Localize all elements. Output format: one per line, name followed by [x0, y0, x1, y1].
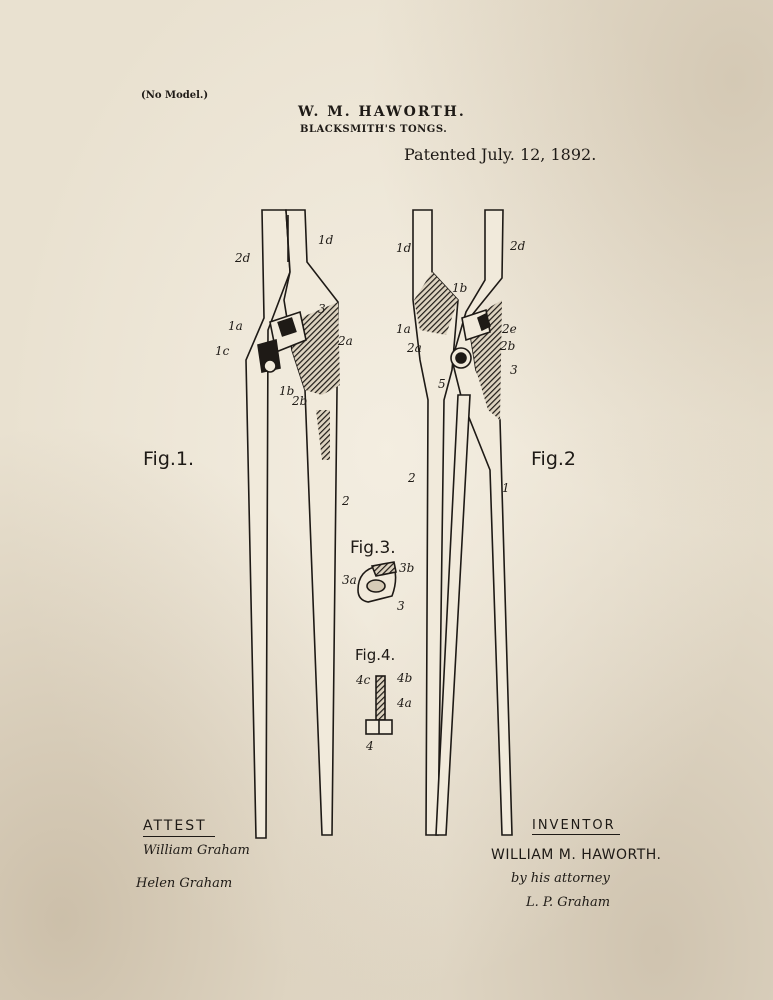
- attorney-signature: L. P. Graham: [526, 895, 611, 910]
- patent-date: Patented July. 12, 1892.: [404, 145, 597, 164]
- label-3-fig2: 3: [510, 363, 518, 377]
- attest-underline: [143, 836, 215, 837]
- label-1d-fig1: 1d: [318, 233, 334, 247]
- label-2b-fig2: 2b: [500, 339, 516, 353]
- fig1-tongs-drawing: [246, 210, 340, 838]
- patent-inventor-heading: W. M. HAWORTH.: [298, 104, 466, 120]
- inventor-label: INVENTOR: [532, 818, 616, 833]
- fig2-label: Fig.2: [531, 448, 577, 470]
- no-model-note: (No Model.): [141, 90, 209, 101]
- inventor-signature: WILLIAM M. HAWORTH.: [491, 847, 662, 863]
- label-3-fig1: 3: [318, 302, 326, 316]
- label-1b-fig2: 1b: [452, 281, 468, 295]
- label-2-fig2: 2: [408, 471, 416, 485]
- label-5-fig2: 5: [438, 377, 446, 391]
- label-3a-fig3: 3a: [342, 573, 357, 587]
- fig3-label: Fig.3.: [350, 538, 396, 558]
- label-1d-fig2: 1d: [396, 241, 412, 255]
- label-2a-fig1: 2a: [338, 334, 353, 348]
- label-2e-fig2: 2e: [502, 322, 517, 336]
- label-2-fig1: 2: [342, 494, 350, 508]
- attest-label: ATTEST: [143, 818, 207, 834]
- label-4c-fig4: 4c: [356, 673, 371, 687]
- inventor-underline: [532, 834, 620, 835]
- label-1a-fig2: 1a: [396, 322, 411, 336]
- fig3-clip-drawing: [358, 562, 396, 602]
- label-1b-fig1: 1b: [279, 384, 295, 398]
- label-4b-fig4: 4b: [397, 671, 413, 685]
- label-4-fig4: 4: [366, 739, 374, 753]
- label-1a-fig1: 1a: [228, 319, 243, 333]
- label-3-fig3: 3: [397, 599, 405, 613]
- fig1-label: Fig.1.: [143, 448, 195, 470]
- fig2-tongs-drawing: [413, 210, 512, 835]
- label-1-fig2: 1: [502, 481, 510, 495]
- witness-2-signature: Helen Graham: [136, 876, 233, 891]
- label-3b-fig3: 3b: [399, 561, 415, 575]
- label-4a-fig4: 4a: [397, 696, 412, 710]
- label-2d-fig2: 2d: [510, 239, 526, 253]
- attorney-line: by his attorney: [511, 871, 610, 886]
- witness-1-signature: William Graham: [143, 843, 250, 858]
- patent-title: BLACKSMITH'S TONGS.: [300, 124, 448, 135]
- label-1c-fig1: 1c: [215, 344, 230, 358]
- label-2b-fig1: 2b: [292, 394, 308, 408]
- label-2d-fig1: 2d: [235, 251, 251, 265]
- label-2a-fig2: 2a: [407, 341, 422, 355]
- fig4-label: Fig.4.: [355, 646, 396, 664]
